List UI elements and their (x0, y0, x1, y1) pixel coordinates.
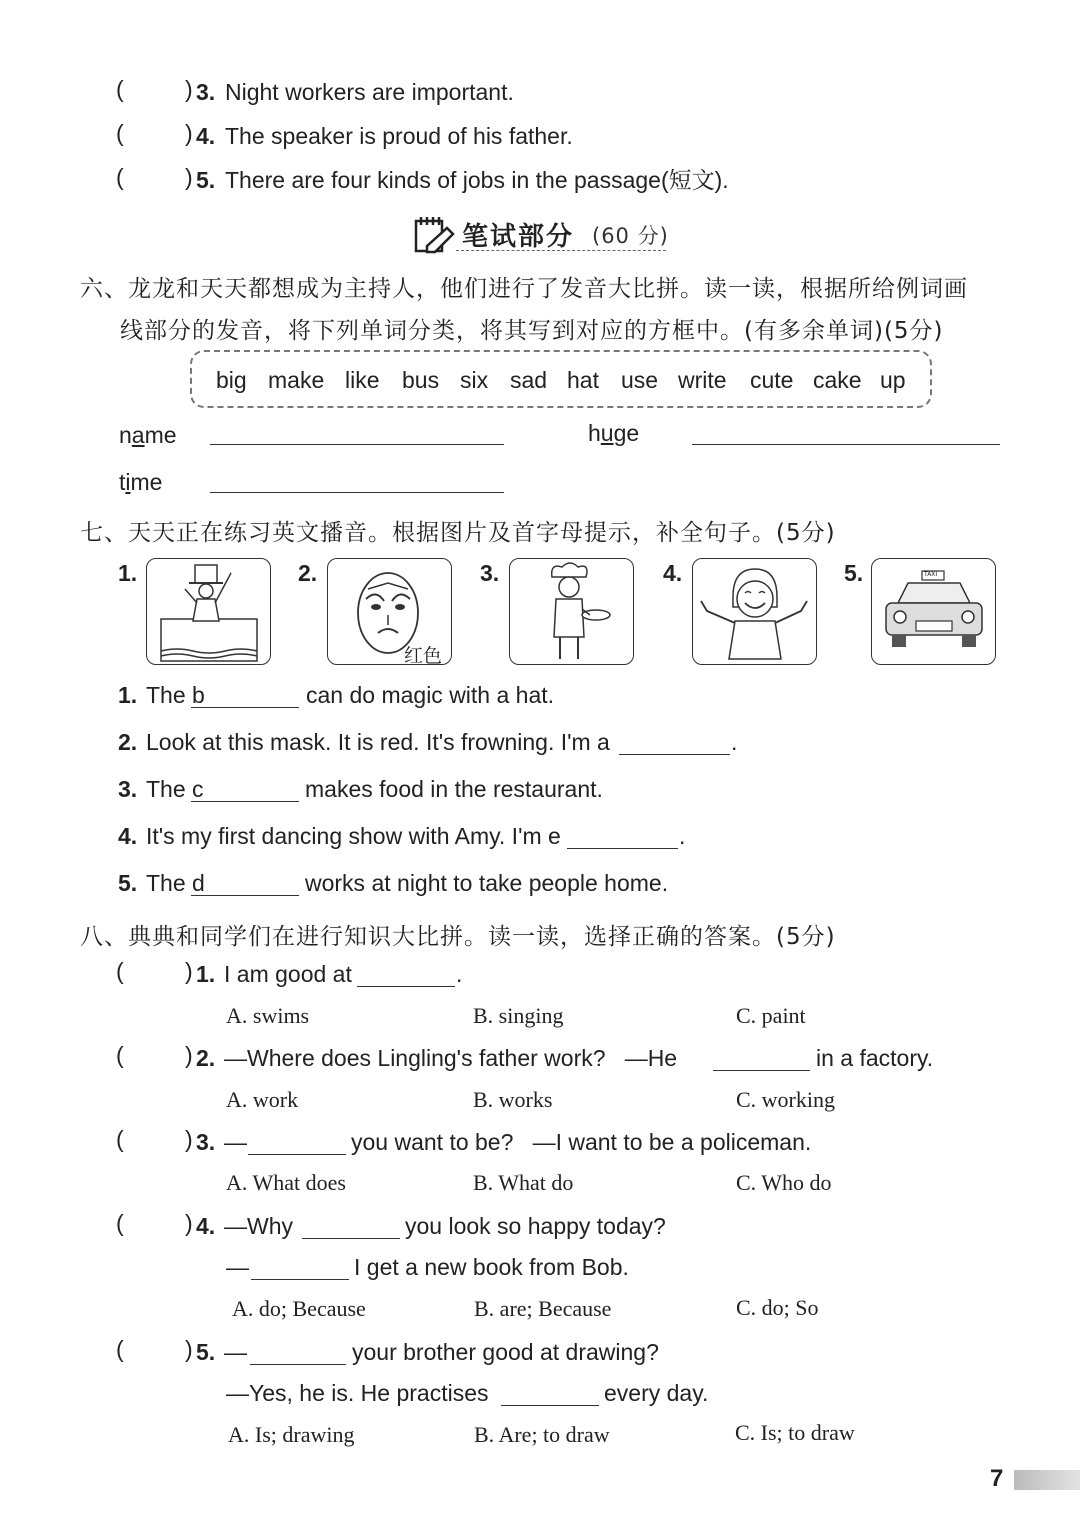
word-bank-item[interactable]: cake (813, 367, 862, 393)
sentence-end: can do magic with a hat. (306, 682, 555, 708)
question-text: — (224, 1129, 247, 1155)
word-bank-item[interactable]: up (880, 367, 906, 393)
option-a[interactable]: A. Is; drawing (228, 1422, 355, 1447)
section8-instruction: 八、典典和同学们在进行知识大比拼。读一读，选择正确的答案。(5分) (80, 924, 836, 950)
word-bank-item[interactable]: use (621, 367, 659, 393)
picture-opera-mask (327, 558, 452, 665)
section7-instruction: 七、天天正在练习英文播音。根据图片及首字母提示，补全句子。(5分) (80, 520, 836, 546)
question-line2-start: — (226, 1254, 249, 1280)
answer-paren-close: ) (185, 120, 193, 146)
word-part: me (144, 422, 177, 448)
sentence-start: It's my first dancing show with Amy. I'm e (146, 823, 561, 849)
sentence-start: The d (146, 870, 205, 896)
option-c[interactable]: C. working (736, 1087, 835, 1112)
page-number: 7 (990, 1465, 1004, 1492)
option-a[interactable]: A. do; Because (232, 1296, 366, 1321)
answer-paren-close: ) (185, 1042, 193, 1068)
mask-color-label: 红色 (404, 645, 443, 665)
written-part-score: (60 分) (592, 224, 669, 248)
question-end: you look so happy today? (405, 1213, 666, 1239)
question-text: —Where does Lingling's father work? —He (224, 1045, 678, 1071)
question-number: 5. (196, 1339, 216, 1365)
example-word-huge (588, 418, 639, 448)
answer-paren-open[interactable]: ( (116, 76, 124, 102)
option-b[interactable]: B. What do (473, 1170, 574, 1195)
underlined-letter: i (125, 469, 131, 495)
question-number: 4. (196, 1213, 216, 1239)
answer-paren-open[interactable]: ( (116, 1210, 124, 1236)
question-line2-start: —Yes, he is. He practises (226, 1380, 489, 1406)
sentence-number: 5. (118, 870, 138, 896)
item-number: 5. (196, 167, 216, 193)
answer-blank[interactable] (619, 754, 730, 755)
question-text: I am good at (224, 961, 352, 987)
answer-blank[interactable] (251, 1279, 349, 1280)
picture-cook (509, 558, 634, 665)
girl-illustration (693, 559, 816, 664)
option-b[interactable]: B. singing (473, 1003, 564, 1028)
picture-number: 5. (844, 560, 864, 586)
option-b[interactable]: B. works (473, 1087, 553, 1112)
header-underline (456, 250, 666, 251)
item-number: 4. (196, 123, 216, 149)
picture-number: 4. (663, 560, 683, 586)
answer-blank[interactable] (302, 1238, 400, 1239)
picture-excited-girl (692, 558, 817, 665)
sentence-start: The c (146, 776, 204, 802)
page-footer-bar (1014, 1470, 1080, 1490)
answer-blank[interactable] (357, 986, 455, 987)
answer-paren-open[interactable]: ( (116, 164, 124, 190)
notepad-pencil-icon (413, 214, 455, 254)
answer-blank[interactable] (713, 1070, 810, 1071)
question-text: —Why (224, 1213, 293, 1239)
answer-line-time[interactable] (210, 492, 504, 493)
example-word-time (119, 467, 162, 497)
option-a[interactable]: A. swims (226, 1003, 310, 1028)
word-part: ge (613, 420, 640, 446)
word-part: t (119, 469, 126, 495)
question-end: you want to be? —I want to be a policeman. (351, 1129, 812, 1155)
instruction-line: 线部分的发音，将下列单词分类，将其写到对应的方框中。(有多余单词)(5分) (120, 318, 944, 344)
question-text: — (224, 1339, 247, 1365)
answer-blank[interactable] (567, 848, 678, 849)
item-text: The speaker is proud of his father. (225, 123, 573, 149)
answer-paren-close: ) (185, 958, 193, 984)
answer-paren-close: ) (185, 164, 193, 190)
sentence-start: Look at this mask. It is red. It's frowning. I'm a (146, 729, 610, 755)
option-b[interactable]: B. Are; to draw (474, 1422, 610, 1447)
picture-magician (146, 558, 271, 665)
taxi-sign: TAXI (924, 571, 938, 578)
answer-blank[interactable] (248, 1154, 346, 1155)
sentence-start: The b (146, 682, 205, 708)
underlined-letter: u (600, 420, 614, 446)
sentence-number: 3. (118, 776, 138, 802)
word-bank-item[interactable]: like (345, 367, 380, 393)
item-number: 3. (196, 79, 216, 105)
word-bank-item[interactable]: write (678, 367, 727, 393)
cook-illustration (510, 559, 633, 664)
word-bank-item[interactable]: cute (750, 367, 794, 393)
answer-paren-open[interactable]: ( (116, 120, 124, 146)
word-part: me (130, 469, 163, 495)
answer-paren-open[interactable]: ( (116, 1126, 124, 1152)
sentence-end: makes food in the restaurant. (305, 776, 603, 802)
item-text: Night workers are important. (225, 79, 514, 105)
magician-illustration (147, 559, 270, 664)
answer-paren-open[interactable]: ( (116, 958, 124, 984)
option-b[interactable]: B. are; Because (474, 1296, 612, 1321)
word-bank-item[interactable]: sad (510, 367, 548, 393)
picture-number: 3. (480, 560, 500, 586)
answer-paren-open[interactable]: ( (116, 1042, 124, 1068)
question-line2-end: I get a new book from Bob. (354, 1254, 629, 1280)
option-c[interactable]: C. Is; to draw (735, 1420, 855, 1445)
word-part: h (588, 420, 601, 446)
picture-number: 1. (118, 560, 138, 586)
answer-blank[interactable] (250, 1364, 346, 1365)
example-word-name (119, 420, 177, 450)
picture-taxi (871, 558, 996, 665)
sentence-number: 4. (118, 823, 138, 849)
option-c[interactable]: C. do; So (736, 1295, 819, 1320)
question-number: 1. (196, 961, 216, 987)
answer-blank[interactable] (501, 1405, 599, 1406)
option-a[interactable]: A. work (226, 1087, 299, 1112)
question-number: 2. (196, 1045, 216, 1071)
word-bank-item[interactable]: hat (567, 367, 599, 393)
sentence-end: . (679, 823, 686, 849)
answer-paren-close: ) (185, 76, 193, 102)
answer-line-huge[interactable] (692, 444, 1000, 445)
answer-blank[interactable] (191, 801, 299, 802)
sentence-end: works at night to take people home. (305, 870, 669, 896)
sentence-end: . (731, 729, 738, 755)
word-part: n (119, 422, 132, 448)
answer-paren-close: ) (185, 1336, 193, 1362)
written-part-title: 笔试部分 (462, 222, 575, 252)
item-text: There are four kinds of jobs in the passage(短文). (225, 167, 729, 193)
word-bank-item[interactable]: big (216, 367, 247, 393)
underlined-letter: a (131, 422, 145, 448)
answer-paren-close: ) (185, 1210, 193, 1236)
question-line2-end: every day. (604, 1380, 709, 1406)
word-bank-item[interactable]: six (460, 367, 489, 393)
sentence-number: 1. (118, 682, 138, 708)
picture-number: 2. (298, 560, 318, 586)
answer-line-name[interactable] (210, 444, 504, 445)
sentence-number: 2. (118, 729, 138, 755)
answer-blank[interactable] (191, 707, 299, 708)
question-number: 3. (196, 1129, 216, 1155)
word-bank-item[interactable]: bus (402, 367, 440, 393)
instruction-line: 六、龙龙和天天都想成为主持人，他们进行了发音大比拼。读一读，根据所给例词画 (80, 276, 968, 302)
option-c[interactable]: C. paint (736, 1003, 806, 1028)
question-end: . (456, 961, 463, 987)
option-c[interactable]: C. Who do (736, 1170, 832, 1195)
question-end: in a factory. (816, 1045, 934, 1071)
word-bank-item[interactable]: make (268, 367, 325, 393)
answer-paren-close: ) (185, 1126, 193, 1152)
option-a[interactable]: A. What does (226, 1170, 346, 1195)
question-end: your brother good at drawing? (352, 1339, 659, 1365)
answer-blank[interactable] (191, 895, 299, 896)
answer-paren-open[interactable]: ( (116, 1336, 124, 1362)
